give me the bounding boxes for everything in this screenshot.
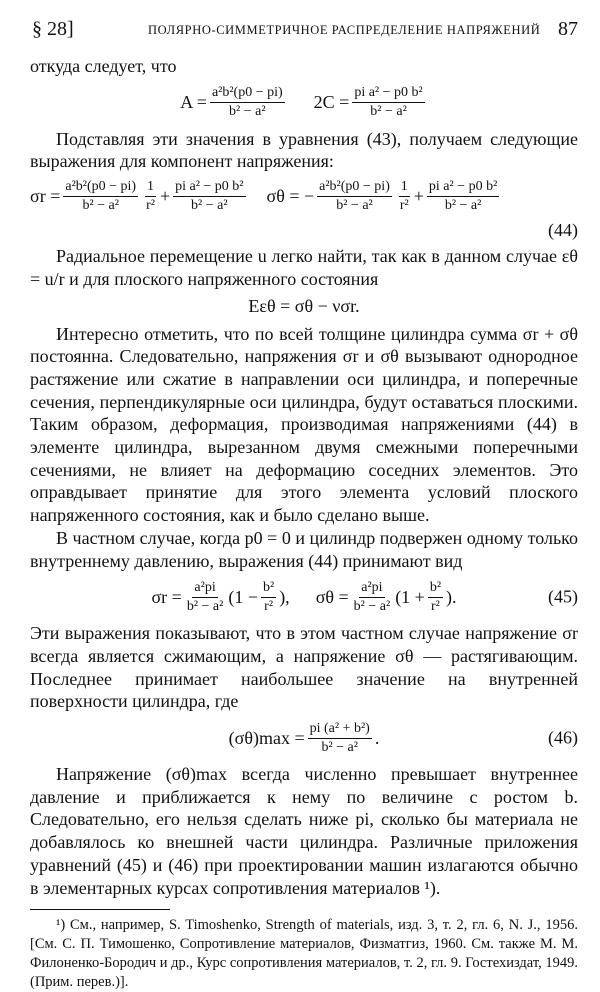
paragraph-2: Подставляя эти значения в уравнения (43), получаем следующие выражения для компонент напряжения: xyxy=(30,128,578,172)
frac-numerator: pi a² − p0 b² xyxy=(173,179,245,197)
equation-46 xyxy=(30,713,578,763)
paragraph-3: Радиальное перемещение u легко найти, так как в данном случае εθ = u/r и для плоского напряженного состояния xyxy=(30,246,578,289)
eq44-sigma-theta-lhs: σθ = − xyxy=(266,185,315,206)
frac-numerator: a²b²(p0 − pi) xyxy=(63,179,138,197)
footnote: ¹) См., например, S. Timoshenko, Strength of materials, изд. 3, т. 2, гл. 6, N. J., 1956. [См. С. П. Тимошенко, Сопротивление материалов, Физматгиз, 1960. См. также М. М. Филоненко-Бородич и др., Курс сопротивления материалов, т. 2, гл. 9. Гостехиздат, 1949. (Прим. перев.)]. xyxy=(30,917,578,991)
frac-numerator: pi a² − p0 b² xyxy=(427,179,499,197)
fraction-C xyxy=(352,85,424,120)
fraction xyxy=(428,580,443,615)
fraction xyxy=(185,580,226,615)
frac-numerator: a²b²(p0 − pi) xyxy=(317,179,392,197)
fraction xyxy=(261,580,276,615)
paragraph-4: Интересно отметить, что по всей толщине цилиндра сумма σr + σθ постоянна. Следовательно, напряжения σr и σθ вызывают однородное растяжение или сжатие в направлении оси цилиндра, и поперечные сечения, перпендикулярные оси цилиндра, будут оставаться плоскими. Таким образом, деформация, производимая напряжениями (44) в элементе цилиндра, вырезанном двумя смежными поперечными сечениями, не влияет на деформацию соседних элементов. Это оправдывает принятие для этого элемента условий плоского напряженного состояния, как и было сделано выше. xyxy=(30,323,578,526)
bracket-close: ), xyxy=(279,586,290,607)
page-body xyxy=(30,55,578,992)
frac-denominator: r² xyxy=(146,197,155,213)
fraction xyxy=(173,179,245,214)
frac-denominator: b² − a² xyxy=(229,104,266,120)
eq44-sigma-r-lhs: σr = xyxy=(30,185,61,206)
frac-denominator: b² − a² xyxy=(336,197,373,213)
eq-C-lhs: 2C = xyxy=(313,92,350,113)
frac-numerator: b² xyxy=(261,580,276,598)
paragraph-5: В частном случае, когда p0 = 0 и цилиндр подвержен одному только внутреннему давлению, выражения (44) принимают вид xyxy=(30,527,578,571)
fraction xyxy=(63,179,138,214)
frac-denominator: b² − a² xyxy=(444,197,482,213)
paragraph-7: Напряжение (σθ)max всегда численно превышает внутреннее давление и приближается к нему по величине с ростом b. Следовательно, его нельзя сделать ниже pi, сколько бы материала не добавлялось ко внешней части цилиндра. Различные приложения уравнений (45) и (46) при проектировании машин излагаются обычно в элементарных курсах сопротивления материалов ¹). xyxy=(30,764,578,898)
running-title: ПОЛЯРНО-СИММЕТРИЧНОЕ РАСПРЕДЕЛЕНИЕ НАПРЯЖЕНИЙ xyxy=(148,23,541,37)
eq-strain-text: Eεθ = σθ − νσr. xyxy=(248,296,360,317)
equation-number-45: (45) xyxy=(548,586,578,607)
frac-numerator: a²b²(p0 − pi) xyxy=(210,85,285,103)
frac-numerator: 1 xyxy=(145,179,156,197)
frac-denominator: r² xyxy=(399,197,409,213)
fraction-one-over-r2 xyxy=(398,179,411,214)
frac-denominator: b² − a² xyxy=(321,739,358,755)
frac-numerator: a²pi xyxy=(359,580,384,598)
frac-numerator: a²pi xyxy=(192,580,217,598)
fraction-one-over-r2 xyxy=(144,179,157,214)
eq45-sigma-r-lhs: σr = xyxy=(151,586,182,607)
page-number: 87 xyxy=(558,18,578,40)
fraction xyxy=(308,721,372,756)
period: . xyxy=(374,727,380,748)
eq45-sigma-theta-lhs: σθ = xyxy=(315,586,349,607)
fraction xyxy=(352,580,393,615)
frac-numerator: pi (a² + b²) xyxy=(308,721,372,739)
equation-44-label-line xyxy=(30,219,578,245)
equation-number-44: (44) xyxy=(548,220,578,241)
running-header xyxy=(32,18,578,44)
frac-denominator: b² − a² xyxy=(186,598,224,614)
frac-numerator: b² xyxy=(428,580,443,598)
bracket-open: (1 − xyxy=(228,586,258,607)
fraction xyxy=(427,179,499,214)
section-number: § 28] xyxy=(32,18,74,40)
bracket-open: (1 + xyxy=(395,586,425,607)
frac-denominator: b² − a² xyxy=(191,197,228,213)
paragraph-6: Эти выражения показывают, что в этом частном случае напряжение σr всегда является сжимающим, а напряжение σθ — растягивающим. Последнее принимает наибольшее значение на внутренней поверхности цилиндра, где xyxy=(30,623,578,712)
plus-sign: + xyxy=(159,185,171,206)
frac-denominator: b² − a² xyxy=(370,104,407,120)
bracket-close: ). xyxy=(446,586,457,607)
eq-A-lhs: A = xyxy=(180,92,207,113)
paragraph-1: откуда следует, что xyxy=(30,56,177,76)
frac-denominator: r² xyxy=(431,598,440,614)
frac-denominator: b² − a² xyxy=(353,598,391,614)
frac-denominator: r² xyxy=(264,598,274,614)
plus-sign: + xyxy=(413,185,424,206)
eq46-lhs: (σθ)max = xyxy=(228,727,305,748)
equation-44-line xyxy=(30,173,578,219)
frac-numerator: pi a² − p0 b² xyxy=(352,85,424,103)
fraction-A xyxy=(210,85,285,120)
fraction xyxy=(317,179,392,214)
frac-denominator: b² − a² xyxy=(82,197,119,213)
footnote-rule xyxy=(30,909,170,910)
equation-A-2C xyxy=(30,78,578,128)
frac-numerator: 1 xyxy=(399,179,410,197)
equation-number-46: (46) xyxy=(548,727,578,748)
equation-strain xyxy=(30,291,578,323)
equation-45 xyxy=(30,572,578,622)
